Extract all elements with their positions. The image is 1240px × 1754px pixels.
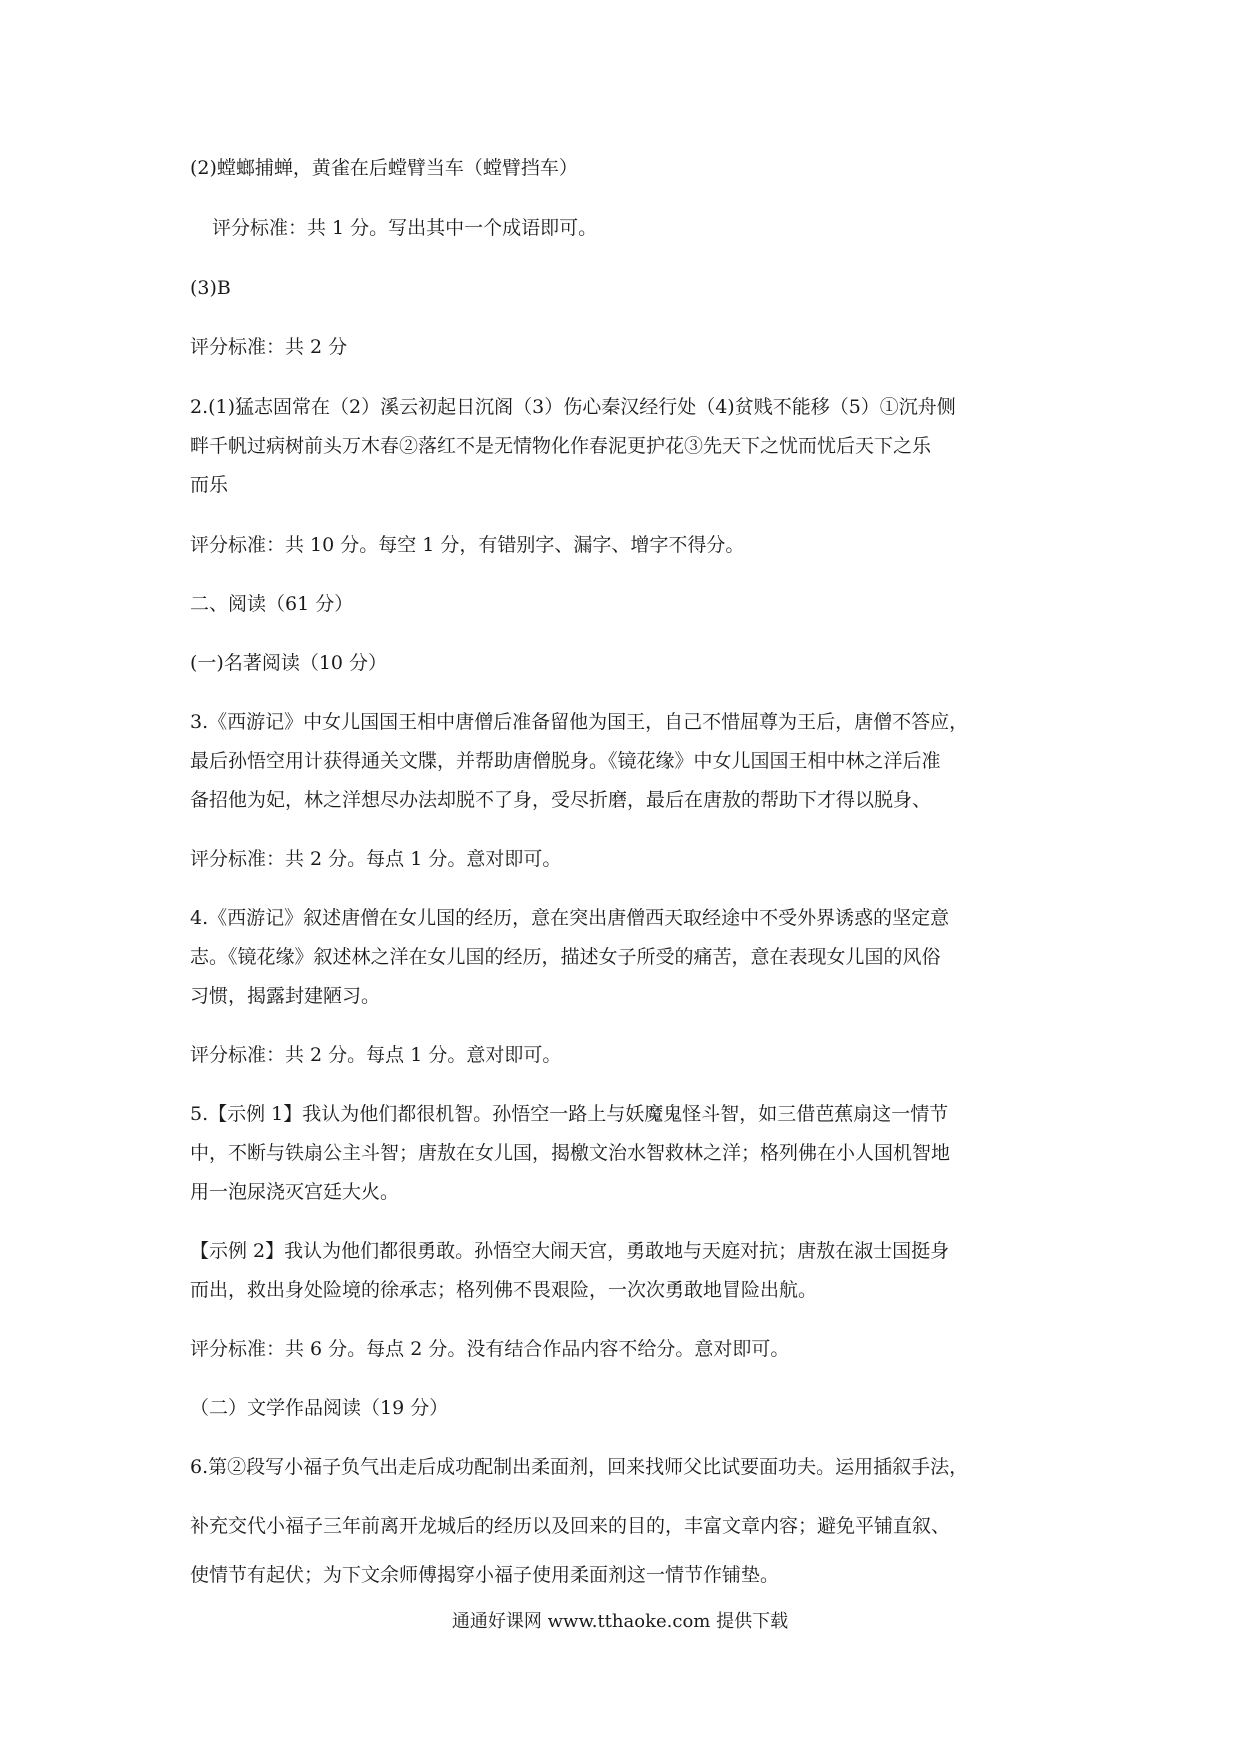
answer-line: 最后孙悟空用计获得通关文牒，并帮助唐僧脱身。《镜花缘》中女儿国国王相中林之洋后准 (190, 750, 941, 772)
answer-line: 中，不断与铁扇公主斗智；唐敖在女儿国，揭檄文治水智救林之洋；格列佛在小人国机智地 (190, 1142, 951, 1164)
scoring-line: 评分标准：共 10 分。每空 1 分，有错别字、漏字、增字不得分。 (190, 534, 745, 556)
answer-line: 2.(1)猛志固常在（2）溪云初起日沉阁（3）伤心秦汉经行处（4)贫贱不能移（5）①沉舟侧 (190, 396, 956, 418)
answer-line: 习惯，揭露封建陋习。 (190, 985, 381, 1007)
answer-line: 志。《镜花缘》叙述林之洋在女儿国的经历，描述女子所受的痛苦，意在表现女儿国的风俗 (190, 946, 941, 968)
answer-line: 补充交代小福子三年前离开龙城后的经历以及回来的目的，丰富文章内容；避免平铺直叙、 (190, 1515, 951, 1537)
subsection-heading: （二）文学作品阅读（19 分） (190, 1397, 449, 1419)
answer-line: 5.【示例 1】我认为他们都很机智。孙悟空一路上与妖魔鬼怪斗智，如三借芭蕉扇这一情节 (190, 1103, 949, 1125)
scoring-line: 评分标准：共 2 分 (190, 336, 348, 358)
section-heading: 二、阅读（61 分） (190, 593, 354, 615)
answer-line: 3.《西游记》中女儿国国王相中唐僧后准备留他为国王，自己不惜屈尊为王后，唐僧不答应， (190, 711, 969, 733)
answer-line: 6.第②段写小福子负气出走后成功配制出柔面剂，回来找师父比试要面功夫。运用插叙手法， (190, 1456, 969, 1478)
answer-line: 【示例 2】我认为他们都很勇敢。孙悟空大闹天宫，勇敢地与天庭对抗；唐敖在淑士国挺身 (190, 1240, 950, 1262)
scoring-line: 评分标准：共 2 分。每点 1 分。意对即可。 (190, 848, 562, 870)
answer-line: 备招他为妃，林之洋想尽办法却脱不了身，受尽折磨，最后在唐敖的帮助下才得以脱身、 (190, 789, 932, 811)
scoring-line: 评分标准：共 1 分。写出其中一个成语即可。 (212, 217, 598, 239)
answer-line: 4.《西游记》叙述唐僧在女儿国的经历，意在突出唐僧西天取经途中不受外界诱惑的坚定意 (190, 907, 950, 929)
answer-line: (2)螳螂捕蝉，黄雀在后螳臂当车（螳臂挡车） (190, 157, 578, 179)
answer-line: 而出，救出身处险境的徐承志；格列佛不畏艰险，一次次勇敢地冒险出航。 (190, 1279, 818, 1301)
answer-line: 畔千帆过病树前头万木春②落红不是无情物化作春泥更护花③先天下之忧而忧后天下之乐 (190, 435, 932, 457)
subsection-heading: (一)名著阅读（10 分） (190, 652, 388, 674)
answer-line: 用一泡尿浇灭宫廷大火。 (190, 1181, 400, 1203)
scoring-line: 评分标准：共 2 分。每点 1 分。意对即可。 (190, 1044, 562, 1066)
page-footer: 通通好课网 www.tthaoke.com 提供下载 (451, 1611, 789, 1632)
scoring-line: 评分标准：共 6 分。每点 2 分。没有结合作品内容不给分。意对即可。 (190, 1338, 790, 1360)
answer-line: (3)B (190, 277, 231, 299)
answer-line: 而乐 (190, 474, 229, 496)
answer-line: 使情节有起伏；为下文余师傅揭穿小福子使用柔面剂这一情节作铺垫。 (190, 1564, 780, 1586)
